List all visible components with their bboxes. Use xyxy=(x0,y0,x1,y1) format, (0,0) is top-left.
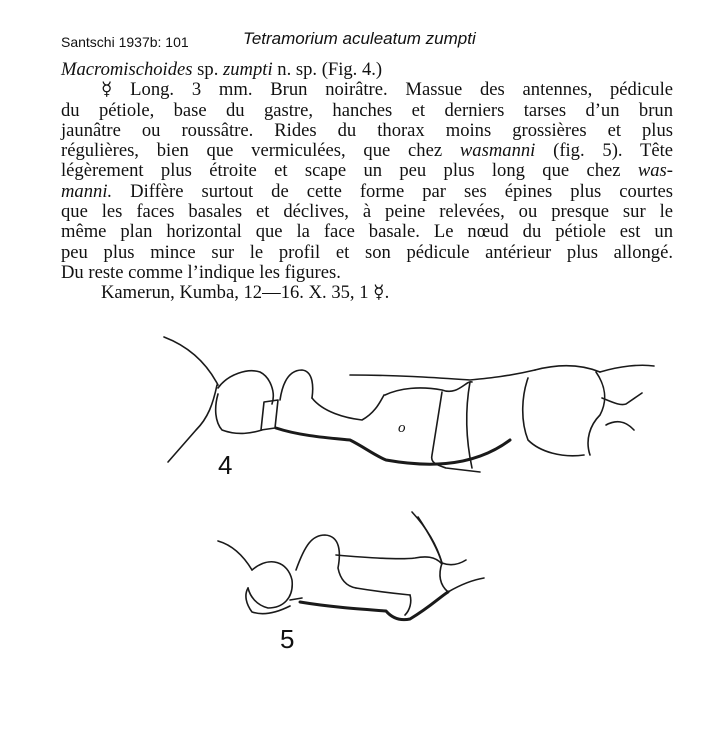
text-run: légèrement plus étroite et scape un peu plus long que chez xyxy=(61,160,621,182)
species-ref: wasmanni xyxy=(459,140,536,162)
figure-4-drawing xyxy=(164,337,654,480)
title-rest: n. sp. (Fig. 4.) xyxy=(277,59,383,80)
text-run: régulières, bien que vermiculées, que chez xyxy=(61,140,443,162)
figure-5-drawing xyxy=(218,512,484,654)
species-name: zumpti xyxy=(223,59,273,80)
citation-header: Santschi 1937b: 101 xyxy=(61,34,189,50)
text-run: (fig. 5). Tête xyxy=(553,140,674,162)
description-line: jaunâtre ou roussâtre. Rides du thorax moins grossières et plus xyxy=(61,119,673,141)
description-line: ☿ Long. 3 mm. Brun noirâtre. Massue des antennes, pédicule xyxy=(101,79,673,101)
species-ref: manni. xyxy=(61,180,113,202)
text-run: Diffère surtout de cette forme par ses épines plus courtes xyxy=(130,180,673,202)
genus-name: Macromischoides xyxy=(61,59,193,80)
figure-5-label: 5 xyxy=(280,624,295,654)
species-ref: was- xyxy=(637,160,673,182)
figure-4-mark: o xyxy=(398,420,406,436)
description-line: Du reste comme l’indique les figures. xyxy=(61,261,341,283)
locality-line: Kamerun, Kumba, 12—16. X. 35, 1 ☿. xyxy=(101,282,390,304)
description-line: même plan horizontal que la face basale. Le nœud du pétiole est un xyxy=(61,221,673,243)
description-line: peu plus mince sur le profil et son pédicule antérieur plus allongé. xyxy=(61,241,673,263)
figure-4-label: 4 xyxy=(218,450,233,480)
description-line: du pétiole, base du gastre, hanches et derniers tarses d’un brun xyxy=(61,99,673,121)
sp-abbrev: sp. xyxy=(197,59,219,80)
taxon-header: Tetramorium aculeatum zumpti xyxy=(243,29,476,48)
description-line: que les faces basales et déclives, à peine relevées, ou presque sur le xyxy=(61,201,673,223)
